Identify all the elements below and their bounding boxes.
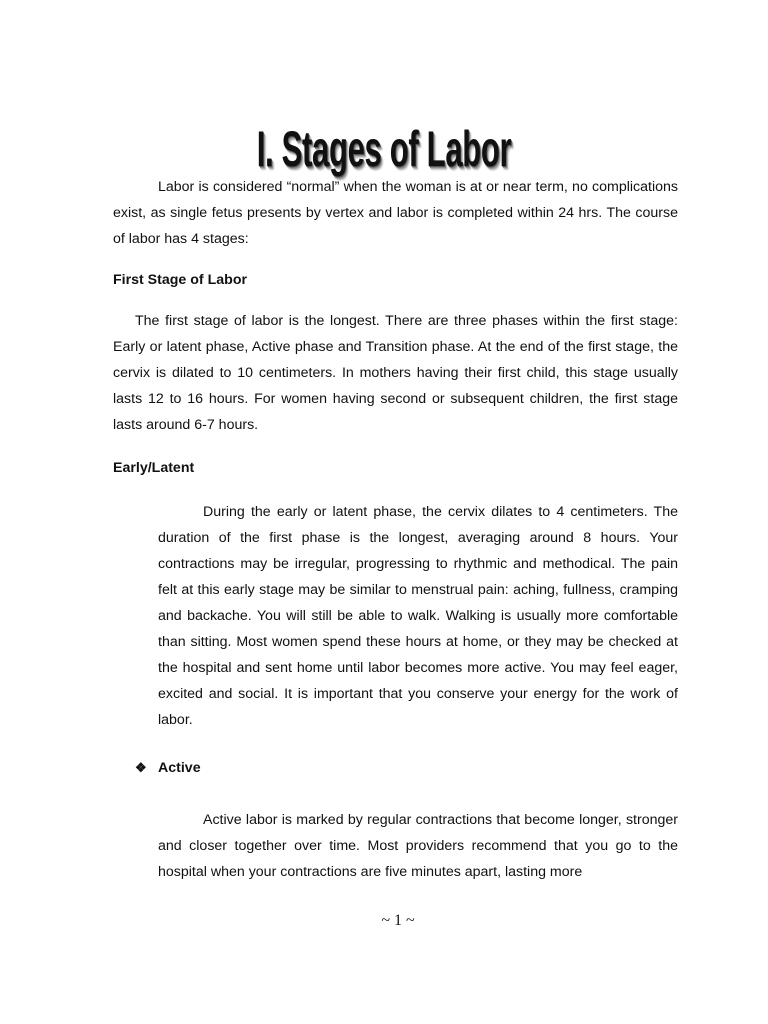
active-paragraph: Active labor is marked by regular contractions that become longer, stronger and closer together over time. Most providers recommend that you go to the hospital when your contractions are five minutes apart, lasting more	[158, 812, 678, 880]
intro-paragraph: Labor is considered “normal” when the woman is at or near term, no complications exist, as single fetus presents by vertex and labor is completed within 24 hrs. The course of labor has 4 stages:	[113, 179, 678, 247]
first-stage-paragraph: The first stage of labor is the longest. There are three phases within the first stage: Early or latent phase, Active phase and Transition phase. At the end of the first stage, the cervix is dilated to 10 centimeters. In mothers having their first child, this stage usually lasts 12 to 16 hours. For women having second or subsequent children, the first stage lasts around 6-7 hours.	[113, 313, 678, 433]
page-number: ~ 1 ~	[381, 912, 415, 929]
diamond-bullet-icon: ❖	[135, 760, 147, 775]
active-heading-label: Active	[158, 760, 201, 776]
active-heading	[135, 755, 201, 781]
first-stage-heading: First Stage of Labor	[113, 272, 248, 288]
document-title: I. Stages of Labor	[256, 120, 512, 177]
early-latent-paragraph: During the early or latent phase, the cervix dilates to 4 centimeters. The duration of the first phase is the longest, averaging around 8 hours. Your contractions may be irregular, progressing to rhythmic and methodical. The pain felt at this early stage may be similar to menstrual pain: aching, fullness, cramping and backache. You will still be able to walk. Walking is usually more comfortable than sitting. Most women spend these hours at home, or they may be checked at the hospital and sent home until labor becomes more active. You may feel eager, excited and social. It is important that you conserve your energy for the work of labor.	[158, 504, 678, 728]
early-latent-heading: Early/Latent	[113, 460, 195, 476]
